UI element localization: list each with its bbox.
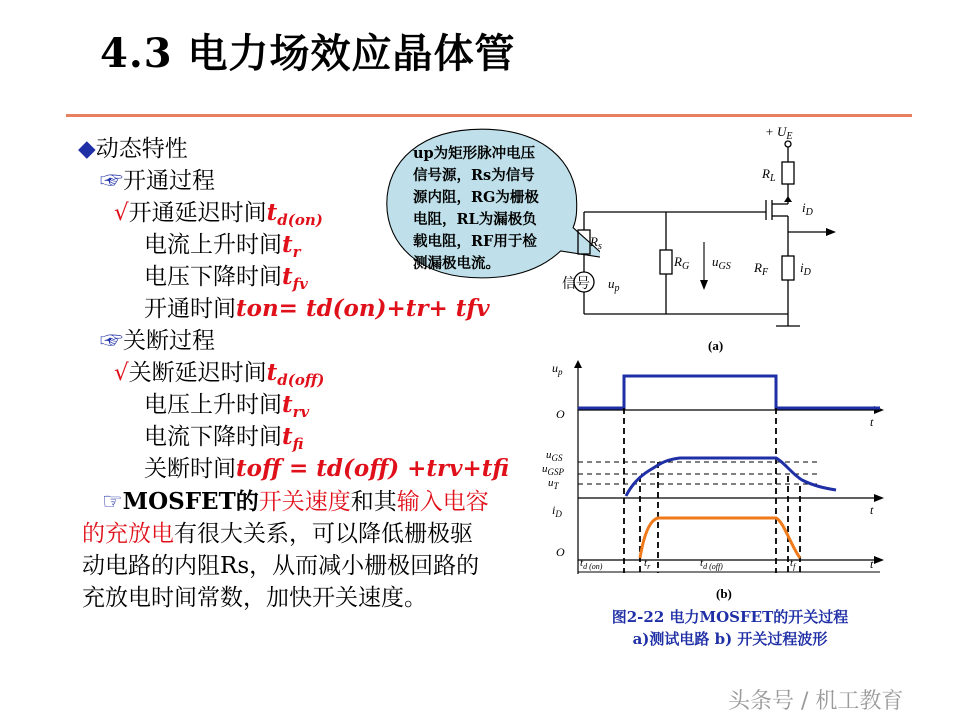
pointing-hand-icon: ☞	[100, 168, 123, 194]
bullet-ton	[144, 294, 490, 324]
check-icon: √	[114, 200, 129, 226]
symbol-sub: r	[292, 243, 301, 261]
mosfet-paragraph	[82, 486, 492, 614]
bullet-text: 关断时间	[144, 456, 236, 482]
symbol: t	[282, 391, 293, 418]
bullet-text: 动态特性	[95, 136, 188, 162]
signal-label: 信号	[562, 276, 590, 292]
symbol: t	[282, 231, 293, 258]
id-axis-label: $i_D$	[552, 503, 562, 519]
bullet-turn-on	[100, 166, 215, 196]
pointing-hand-icon: ☞	[100, 328, 123, 354]
arrow-icon	[784, 196, 792, 202]
up-label: $u_p$	[608, 276, 620, 294]
t-label: t	[870, 415, 874, 429]
formula: toff = td(off) +trv+tfi	[236, 455, 510, 482]
callout-line: 载电阻，RF用于检	[413, 233, 537, 250]
watermark: 头条号 / 机工教育	[728, 689, 904, 714]
para-highlight: 输入电容的充放电	[82, 489, 489, 547]
callout-line: 测漏极电流。	[413, 255, 500, 272]
pointing-hand-icon: ☞	[102, 489, 123, 515]
arrow-icon	[826, 228, 836, 236]
up-axis-label: $u_p$	[552, 361, 563, 377]
bullet-dynamic	[78, 134, 188, 164]
switching-waveform-diagram	[540, 358, 900, 608]
symbol-sub: d(on)	[277, 211, 323, 229]
bullet-text: 电流上升时间	[144, 232, 282, 258]
origin-label: O	[556, 407, 565, 421]
symbol-sub: d(off)	[277, 371, 325, 389]
ue-label: + $U_E$	[765, 124, 793, 142]
up-waveform	[578, 376, 880, 408]
formula: ton= td(on)+tr+ tfv	[236, 295, 490, 322]
bullet-turn-off	[100, 326, 215, 356]
bullet-trv	[144, 390, 309, 420]
tdon-label: $t_{d (on)}$	[580, 557, 603, 571]
bullet-tfi	[144, 422, 304, 452]
symbol-sub: rv	[292, 403, 310, 421]
rf-resistor	[782, 256, 794, 280]
figure-caption-line2: a)测试电路 b) 开关过程波形	[632, 630, 828, 648]
rl-resistor	[782, 162, 794, 184]
ut-label: $u_T$	[548, 477, 559, 491]
symbol: t	[266, 359, 278, 386]
t-label: t	[870, 503, 874, 517]
rs-label: $R_s$	[590, 234, 602, 252]
rf-label: $R_F$	[754, 260, 769, 278]
ugsp-label: $u_{GSP}$	[542, 463, 564, 477]
bullet-text: 关断过程	[123, 328, 215, 354]
symbol: t	[266, 199, 278, 226]
rl-label: $R_L$	[762, 166, 776, 184]
arrow-icon	[574, 360, 582, 368]
bullet-td-on	[114, 198, 323, 228]
bullet-text: 电压上升时间	[144, 392, 282, 418]
bullet-text: 关断延迟时间	[128, 360, 267, 386]
symbol: t	[282, 263, 293, 290]
origin-label: O	[556, 545, 565, 559]
check-icon: √	[114, 360, 129, 386]
rg-label: $R_G$	[674, 254, 690, 272]
bullet-text: 开通延迟时间	[128, 200, 267, 226]
rg-resistor	[660, 250, 672, 274]
para-highlight: 开关速度	[258, 489, 351, 515]
bullet-td-off	[114, 358, 324, 388]
callout-line: 信号源，Rs为信号	[413, 167, 535, 184]
symbol: t	[282, 423, 293, 450]
callout-line: up为矩形脉冲电压	[413, 145, 536, 162]
tdoff-label: $t_{d (off)}$	[700, 557, 723, 571]
symbol-sub: fv	[292, 275, 308, 293]
title-divider	[66, 114, 912, 117]
bullet-text: 电压下降时间	[144, 264, 282, 290]
bullet-toff	[144, 454, 509, 484]
para-lead: MOSFET的	[122, 488, 259, 515]
ugs-label: $u_{GS}$	[712, 254, 731, 272]
figure-caption-line1: 图2-22 电力MOSFET的开关过程	[611, 608, 849, 626]
callout-line: 源内阻，RG为栅极	[413, 189, 539, 206]
callout-line: 电阻，RL为漏极负	[413, 211, 537, 228]
rs-resistor	[578, 230, 590, 254]
test-circuit-diagram	[540, 120, 840, 360]
id-bot-label: $i_D$	[800, 260, 811, 278]
bullet-text: 电流下降时间	[144, 424, 282, 450]
symbol-sub: fi	[292, 435, 304, 453]
ugs-axis-label: $u_{GS}$	[546, 449, 563, 463]
bullet-text: 开通时间	[144, 296, 236, 322]
t-label: t	[870, 557, 874, 571]
page-title: 4.3 电力场效应晶体管	[100, 30, 516, 77]
tr-label: $t_r$	[644, 557, 651, 571]
para-text: 有很大关系，可以降低栅极驱动电路的内阻Rs，从而减小栅极回路的充放电时间常数，加快开关速度。	[82, 521, 480, 611]
bullet-text: 开通过程	[123, 168, 215, 194]
para-text: 和其	[350, 489, 397, 515]
tf-label: $t_f$	[790, 557, 796, 571]
arrow-icon	[874, 556, 884, 564]
label-b: (b)	[716, 586, 732, 601]
label-a: (a)	[708, 338, 724, 353]
bullet-tfv	[144, 262, 308, 292]
bullet-tr	[144, 230, 301, 260]
arrow-icon	[874, 494, 884, 502]
diamond-bullet-icon: ◆	[78, 136, 96, 162]
id-top-label: $i_D$	[802, 200, 813, 218]
